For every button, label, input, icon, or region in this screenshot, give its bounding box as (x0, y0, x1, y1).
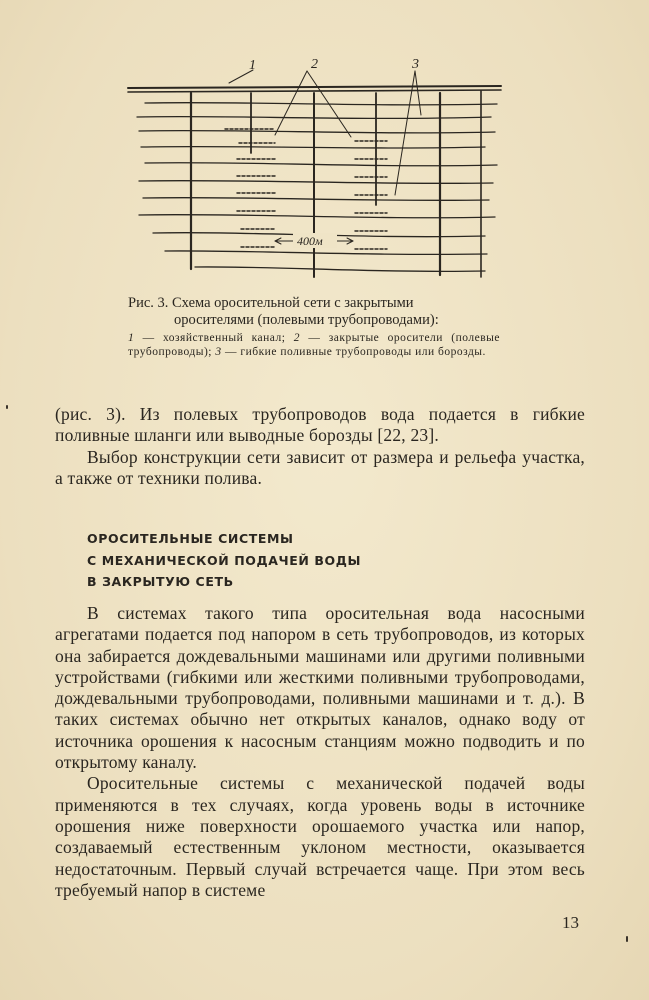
irrigation-network-diagram (125, 55, 505, 285)
caption-title (128, 295, 500, 329)
legend-number-3: 3 (215, 346, 222, 358)
legend-number-2: 2 (293, 332, 301, 344)
paragraph: Оросительные системы с механической подачей воды применяются в тех случаях, когда уровень воды в источнике орошения ниже поверхности орошаемого участка или напор, создаваемый естественным уклоном местности, оказывается недостаточным. Первый случай встречается чаще. При этом весь требуемый напор в системе (55, 773, 585, 900)
heading-line-1: ОРОСИТЕЛЬНЫЕ СИСТЕМЫ (87, 531, 294, 546)
section-heading (87, 528, 361, 593)
diagram-svg (125, 55, 505, 285)
callout-3: 3 (412, 57, 419, 72)
body-text-bottom (55, 603, 585, 901)
legend-text-2: — закрытые оросители (полевые трубопроводы); (128, 332, 500, 358)
scale-label: 400м (297, 234, 323, 248)
paper-speck (6, 405, 8, 409)
page-number: 13 (562, 913, 579, 932)
callout-2: 2 (311, 57, 318, 72)
callout-leader (415, 71, 421, 115)
paragraph: В системах такого типа оросительная вода насосными агрегатами подается под напором в сеть трубопроводов, из которых она забирается дождевальными машинами или другими поливными устройствами (гибкими или жесткими поливными трубопроводами, дождевальными трубопроводами, поливными машинами и т. д.). В таких системах обычно нет открытых каналов, однако воду от источника орошения к насосным станциям можно подводить и по открытому каналу. (55, 603, 585, 773)
figure-caption (128, 295, 500, 359)
heading-line-2: С МЕХАНИЧЕСКОЙ ПОДАЧЕЙ ВОДЫ (87, 552, 361, 568)
callout-1: 1 (249, 58, 256, 73)
legend-number-1: 1 (128, 332, 135, 344)
heading-line-3: В ЗАКРЫТУЮ СЕТЬ (87, 574, 234, 589)
caption-title-line-2: оросителями (полевыми трубопроводами): (174, 312, 439, 328)
body-text-top (55, 404, 585, 489)
paragraph: Выбор конструкции сети зависит от размера и рельефа участка, а также от техники полива. (55, 446, 585, 488)
main-canal-line (128, 90, 501, 92)
paper-speck (626, 936, 628, 942)
caption-legend (128, 331, 500, 359)
paragraph: (рис. 3). Из полевых трубопроводов вода подается в гибкие поливные шланги или выводные борозды [22, 23]. (55, 404, 585, 446)
caption-title-line-1: Рис. 3. Схема оросительной сети с закрытыми (128, 295, 414, 311)
main-canal-line (128, 86, 501, 88)
legend-text-1: — хозяйственный канал; (134, 332, 294, 344)
legend-text-3: — гибкие поливные трубопроводы или борозды. (221, 346, 486, 358)
